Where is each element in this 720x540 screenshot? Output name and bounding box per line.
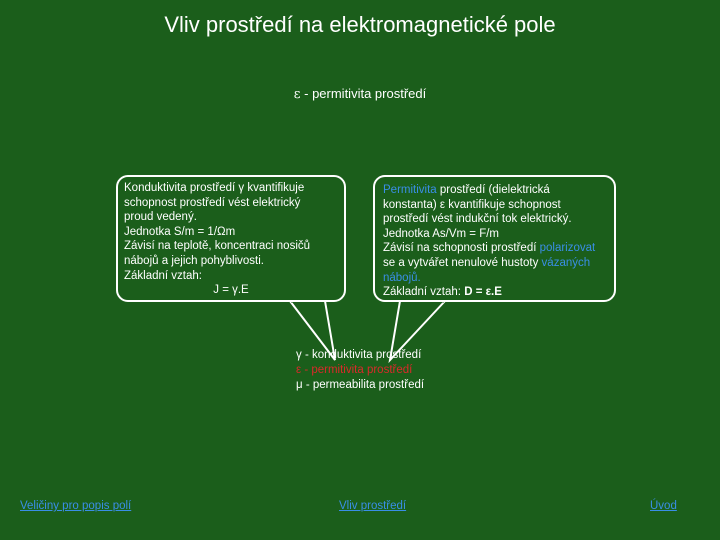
bubble-line: Jednotka As/Vm = F/m — [383, 227, 500, 240]
legend-item-epsilon: ε - permitivita prostředí — [296, 364, 413, 376]
bubble-line: Závisí na teplotě, koncentraci nosičů — [124, 240, 311, 253]
slide-title: Vliv prostředí na elektromagnetické pole — [164, 12, 556, 37]
subtitle-text: - permitivita prostředí — [300, 86, 427, 101]
legend-item-mu: μ - permeabilita prostředí — [296, 379, 425, 391]
bubble-line: Jednotka S/m = 1/Ωm — [124, 225, 236, 238]
conductivity-bubble — [116, 175, 346, 302]
bubble-line — [383, 256, 608, 271]
legend-item-gamma: γ - konduktivita prostředí — [296, 349, 422, 361]
permittivity-link[interactable]: Permitivita — [383, 184, 437, 196]
polarize-link[interactable]: polarizovat — [539, 242, 596, 255]
permittivity-bubble — [373, 175, 616, 302]
bubble-line: prostředí vést indukční tok elektrický. — [383, 213, 572, 226]
bubble-line — [383, 241, 608, 256]
bubble-line: nábojů a jejich pohyblivosti. — [124, 254, 265, 267]
bubble-text: Základní vztah: — [383, 286, 465, 299]
bubble-line: proud vedený. — [124, 211, 197, 224]
bubble-line: schopnost prostředí vést elektrický — [124, 196, 301, 209]
epsilon-symbol: ε — [293, 87, 301, 102]
bubble-line — [383, 183, 608, 198]
permittivity-formula: D = ε.E — [464, 286, 502, 299]
bubble-text: prostředí (dielektrická — [436, 184, 550, 196]
bubble-line — [383, 285, 608, 300]
bubble-line: konstanta) ε kvantifikuje schopnost — [383, 198, 561, 211]
conductivity-formula: J = γ.E — [213, 284, 249, 297]
bubble-line: Základní vztah: — [124, 269, 202, 282]
nav-link-environment[interactable]: Vliv prostředí — [339, 500, 407, 512]
bubble-line: Konduktivita prostředí γ kvantifikuje — [124, 182, 305, 194]
bubble-text: se a vytvářet nenulové hustoty — [383, 256, 542, 269]
bound-charges-link[interactable]: vázaných — [541, 256, 591, 269]
charges-link[interactable]: nábojů. — [383, 271, 421, 284]
bubble-line — [383, 271, 608, 286]
nav-link-intro[interactable]: Úvod — [650, 500, 677, 512]
symbol-legend — [296, 348, 424, 393]
bubble-text: Závisí na schopnosti prostředí — [383, 242, 540, 255]
nav-link-field-quantities[interactable]: Veličiny pro popis polí — [20, 500, 132, 512]
